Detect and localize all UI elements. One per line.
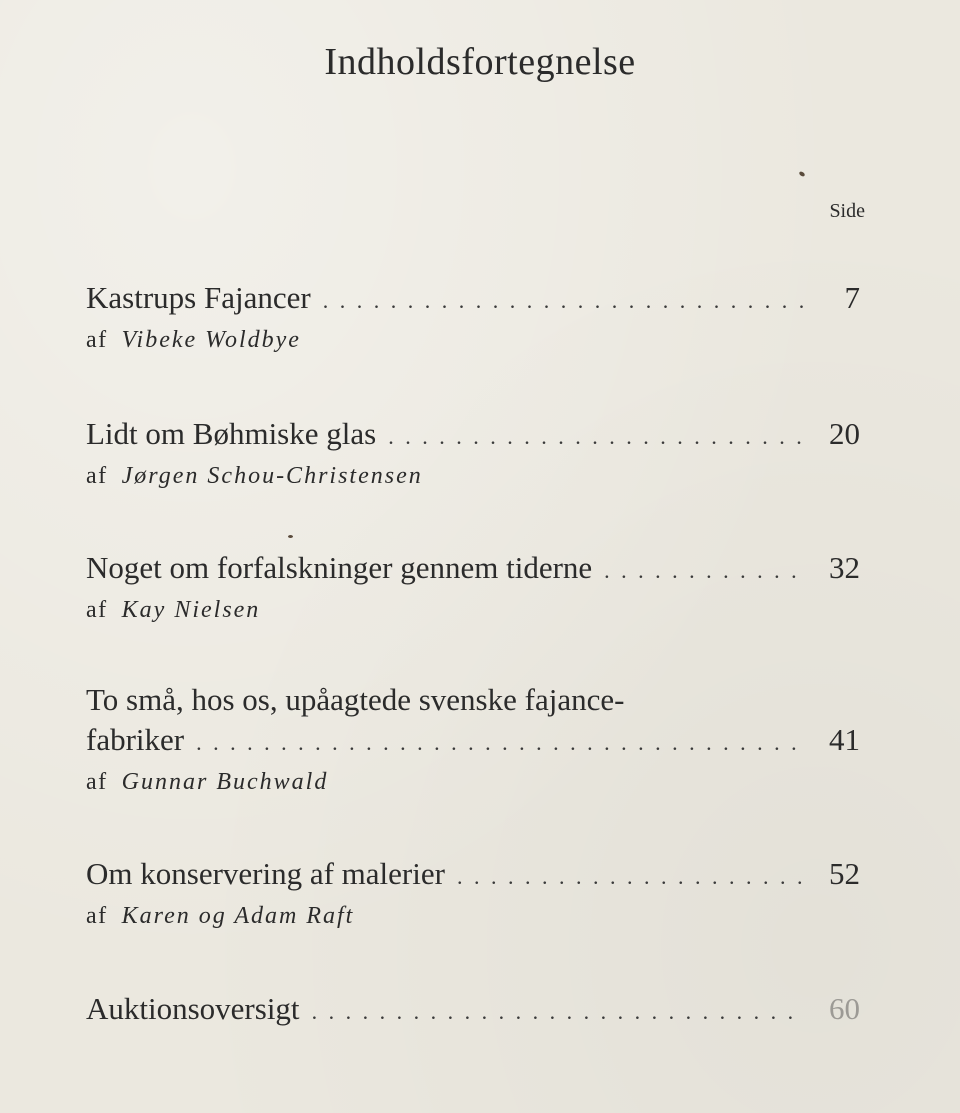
toc-entry	[86, 548, 860, 624]
leader-dots	[196, 723, 806, 763]
toc-entry-line	[86, 989, 860, 1032]
author-name: Jørgen Schou-Christensen	[121, 463, 423, 489]
byline-prefix: af	[86, 463, 108, 489]
toc-entry-title: Auktionsoversigt	[86, 991, 300, 1026]
toc-entry-line	[86, 278, 860, 321]
toc-entry-title: Noget om forfalskninger gennem tiderne	[86, 550, 593, 585]
toc-entry-byline	[86, 769, 860, 796]
toc-entry-line	[86, 414, 860, 457]
speck-mark	[798, 171, 805, 178]
author-name: Gunnar Buchwald	[121, 769, 329, 795]
toc-entry-title: To små, hos os, upåagtede svenske fajance-	[86, 682, 625, 717]
toc-entry-byline	[86, 463, 860, 490]
toc-entry	[86, 854, 860, 930]
leader-dots	[388, 417, 806, 457]
toc-entry	[86, 278, 860, 354]
toc-entry-title: Kastrups Fajancer	[86, 280, 311, 315]
toc-entry-byline	[86, 903, 860, 930]
speck-mark	[288, 535, 293, 538]
leader-dots	[323, 281, 806, 321]
toc-entry-title: Lidt om Bøhmiske glas	[86, 416, 377, 451]
toc-entry-line	[86, 720, 860, 763]
toc-entry	[86, 414, 860, 490]
toc-entry-page: 41	[829, 722, 860, 757]
toc-entry	[86, 989, 860, 1032]
leader-dots	[604, 551, 806, 591]
toc-entry-byline	[86, 327, 860, 354]
toc-entry-title: Om konservering af malerier	[86, 856, 445, 891]
toc-entry	[86, 680, 860, 796]
toc-entry-byline	[86, 597, 860, 624]
toc-entry-page: 7	[844, 280, 860, 315]
byline-prefix: af	[86, 597, 108, 623]
toc-entry-page: 60	[829, 991, 860, 1026]
byline-prefix: af	[86, 903, 108, 929]
leader-dots	[312, 992, 806, 1032]
author-name: Karen og Adam Raft	[121, 903, 355, 929]
byline-prefix: af	[86, 327, 108, 353]
toc-entry-line	[86, 854, 860, 897]
page-title: Indholdsfortegnelse	[324, 41, 636, 83]
author-name: Vibeke Woldbye	[121, 327, 301, 353]
toc-entry-page: 20	[829, 416, 860, 451]
toc-entry-title-continued: fabriker	[86, 722, 185, 757]
toc-entry-page: 32	[829, 550, 860, 585]
author-name: Kay Nielsen	[121, 597, 261, 623]
toc-entry-line	[86, 680, 860, 720]
side-column-label: Side	[829, 200, 865, 222]
leader-dots	[457, 857, 806, 897]
toc-entry-line	[86, 548, 860, 591]
toc-entry-page: 52	[829, 856, 860, 891]
byline-prefix: af	[86, 769, 108, 795]
